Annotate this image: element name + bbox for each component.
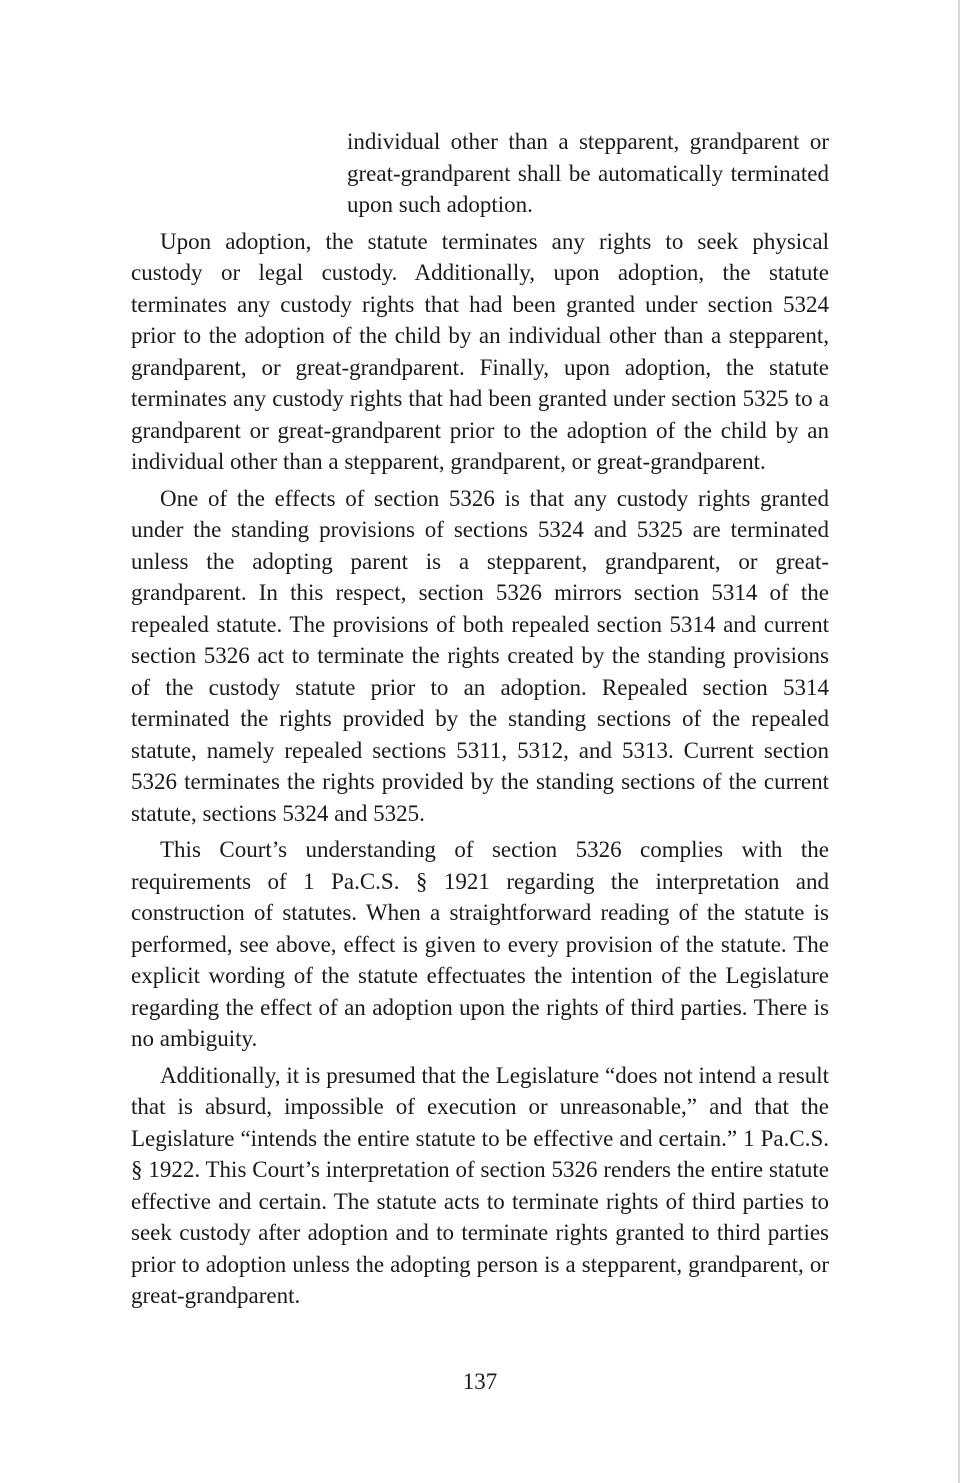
paragraph-3: This Court’s understanding of section 5326 complies with the requirements of 1 Pa.C.S. § 1921 regarding the interpretation and construction of statutes. When a straightforward reading of the statute is performed, see above, effect is given to every provision of the statute. The explicit wording of the statute effectuates the intention of the Legislature regarding the effect of an adoption upon the rights of third parties. There is no ambiguity. [131, 837, 829, 1051]
paragraph-4: Additionally, it is presumed that the Legislature “does not intend a result that is absurd, impossible of execution or unreasonable,” and that the Legislature “intends the entire statute to be effective and certain.” 1 Pa.C.S. § 1922. This Court’s interpretation of section 5326 renders the entire statute effective and certain. The statute acts to terminate rights of third parties to seek custody after adoption and to terminate rights granted to third parties prior to adoption unless the adopting person is a stepparent, grandparent, or great-grandparent. [131, 1062, 829, 1308]
paragraph-1: Upon adoption, the statute terminates any rights to seek physical custody or legal custody. Additionally, upon adoption, the statute terminates any custody rights that had been granted under section 5324 prior to the adoption of the child by an individual other than a stepparent, grandparent, or great-grandparent. Finally, upon adoption, the statute terminates any custody rights that had been granted under section 5325 to a grandparent or great-grandparent prior to the adoption of the child by an individual other than a stepparent, grandparent, or great-grandparent. [131, 228, 829, 474]
paragraph-2: One of the effects of section 5326 is that any custody rights granted under the standing provisions of sections 5324 and 5325 are terminated unless the adopting parent is a stepparent, grandparent, or great-grandparent. In this respect, section 5326 mirrors section 5314 of the repealed statute. The provisions of both repealed section 5314 and current section 5326 act to terminate the rights created by the standing provisions of the custody statute prior to an adoption. Repealed section 5314 terminated the rights provided by the standing sections of the repealed statute, namely repealed sections 5311, 5312, and 5313. Current section 5326 terminates the rights provided by the standing sections of the current statute, sections 5324 and 5325. [131, 485, 829, 826]
block-quote: individual other than a stepparent, grandparent or great-grandparent shall be automatically terminated upon such adoption. [347, 129, 829, 217]
document-body [131, 126, 829, 1317]
page-number: 137 [462, 1369, 498, 1394]
